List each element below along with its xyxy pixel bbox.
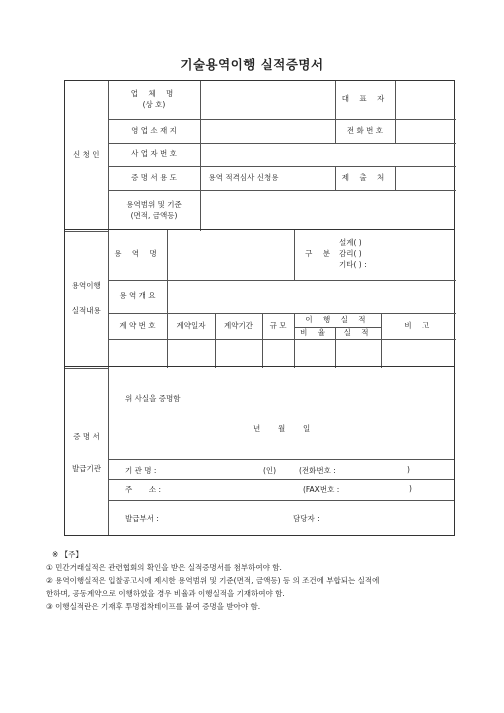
category-design[interactable]: 설계( ) <box>339 238 362 248</box>
service-overview-field[interactable] <box>167 280 456 313</box>
performance-side-label: 용역이행 실적내용 <box>65 230 108 368</box>
col-contract-date: 계약일자 <box>167 313 215 339</box>
col-contract-period: 계약기간 <box>215 313 262 339</box>
date-day-label: 일 <box>303 424 311 433</box>
contract-period-field[interactable] <box>215 339 262 368</box>
service-scope-label: 용역범위 및 기준 (면적, 금액등) <box>108 190 200 231</box>
representative-label: 대 표 자 <box>335 81 395 119</box>
submit-to-field[interactable] <box>395 166 456 190</box>
notes-section <box>46 548 466 613</box>
company-name-label: 업 체 명 (상 호) <box>108 81 200 119</box>
category-supervision[interactable]: 감리( ) <box>339 249 362 259</box>
business-address-label: 영 업 소 재 지 <box>108 119 200 143</box>
certifier-section <box>64 366 455 536</box>
date-year-label: 년 <box>253 424 261 433</box>
col-actual: 실 적 <box>335 327 381 339</box>
service-scope-field[interactable] <box>200 190 456 231</box>
notes-header: ※ 【주】 <box>52 550 83 559</box>
note-item: 한하며, 공동계약으로 이행하였을 경우 비율과 이행실적을 기재하여야 함. <box>46 589 285 598</box>
certificate-purpose-field[interactable]: 용역 적격심사 신청용 <box>200 166 335 190</box>
business-registration-label: 사 업 자 번 호 <box>108 143 200 166</box>
col-ratio: 비 율 <box>294 327 335 339</box>
phone-number-field[interactable] <box>395 119 456 143</box>
agency-name-label: 기 관 명 : <box>125 466 157 475</box>
category-options[interactable] <box>335 230 456 280</box>
note-item: ① 민간거래실적은 관련협회의 확인을 받은 실적증명서를 첨부하여야 함. <box>46 563 282 572</box>
col-scale: 규 모 <box>262 313 294 339</box>
service-name-label: 용 역 명 <box>108 230 167 280</box>
applicant-side-label: 신 청 인 <box>65 81 108 231</box>
category-other[interactable]: 기타( ) : <box>339 260 367 270</box>
certifier-divider <box>108 367 109 535</box>
certifier-phone-close: ) <box>407 465 410 474</box>
person-in-charge-label: 담당자 : <box>293 514 320 523</box>
certifier-address-label: 주 소 : <box>125 485 162 494</box>
submit-to-label: 제 출 처 <box>335 166 395 190</box>
contract-no-field[interactable] <box>108 339 167 368</box>
ratio-field[interactable] <box>294 339 335 368</box>
business-registration-field[interactable] <box>200 143 456 166</box>
col-performance: 이 행 실 적 <box>294 313 381 327</box>
certifier-side-label: 증 명 서 발급기관 <box>72 432 101 473</box>
seal-mark: (인) <box>263 466 277 475</box>
actual-field[interactable] <box>335 339 381 368</box>
certificate-purpose-label: 증 명 서 용 도 <box>108 166 200 190</box>
applicant-section <box>64 80 455 230</box>
issuing-dept-label: 발급부서 : <box>125 514 159 523</box>
service-overview-label: 용 역 개 요 <box>108 280 167 313</box>
note-item: ③ 이행실적란은 기재후 투명접착테이프를 붙여 증명을 받아야 함. <box>46 602 261 611</box>
remarks-field[interactable] <box>381 339 456 368</box>
certifier-fax-close: ) <box>409 484 412 493</box>
representative-field[interactable] <box>395 81 456 119</box>
certify-statement: 위 사실을 증명함 <box>125 394 181 403</box>
phone-number-label: 전 화 번 호 <box>335 119 395 143</box>
certifier-fax-label: (FAX번호 : <box>303 485 340 494</box>
document-title: 기술용역이행 실적증명서 <box>180 57 324 72</box>
performance-section <box>64 229 455 367</box>
col-contract-no: 계 약 번 호 <box>108 313 167 339</box>
contract-date-field[interactable] <box>167 339 215 368</box>
scale-field[interactable] <box>262 339 294 368</box>
certifier-phone-label: (전화번호 : <box>299 466 336 475</box>
col-remarks: 비 고 <box>381 313 456 339</box>
category-label: 구 분 <box>294 230 335 280</box>
service-name-field[interactable] <box>167 230 294 280</box>
business-address-field[interactable] <box>200 119 335 143</box>
company-name-field[interactable] <box>200 81 335 119</box>
note-item: ② 용역이행실적은 입찰공고시에 제시한 용역범위 및 기준(면적, 금액등) 등 의 조건에 부합되는 실적에 <box>46 576 380 585</box>
date-month-label: 월 <box>278 424 286 433</box>
